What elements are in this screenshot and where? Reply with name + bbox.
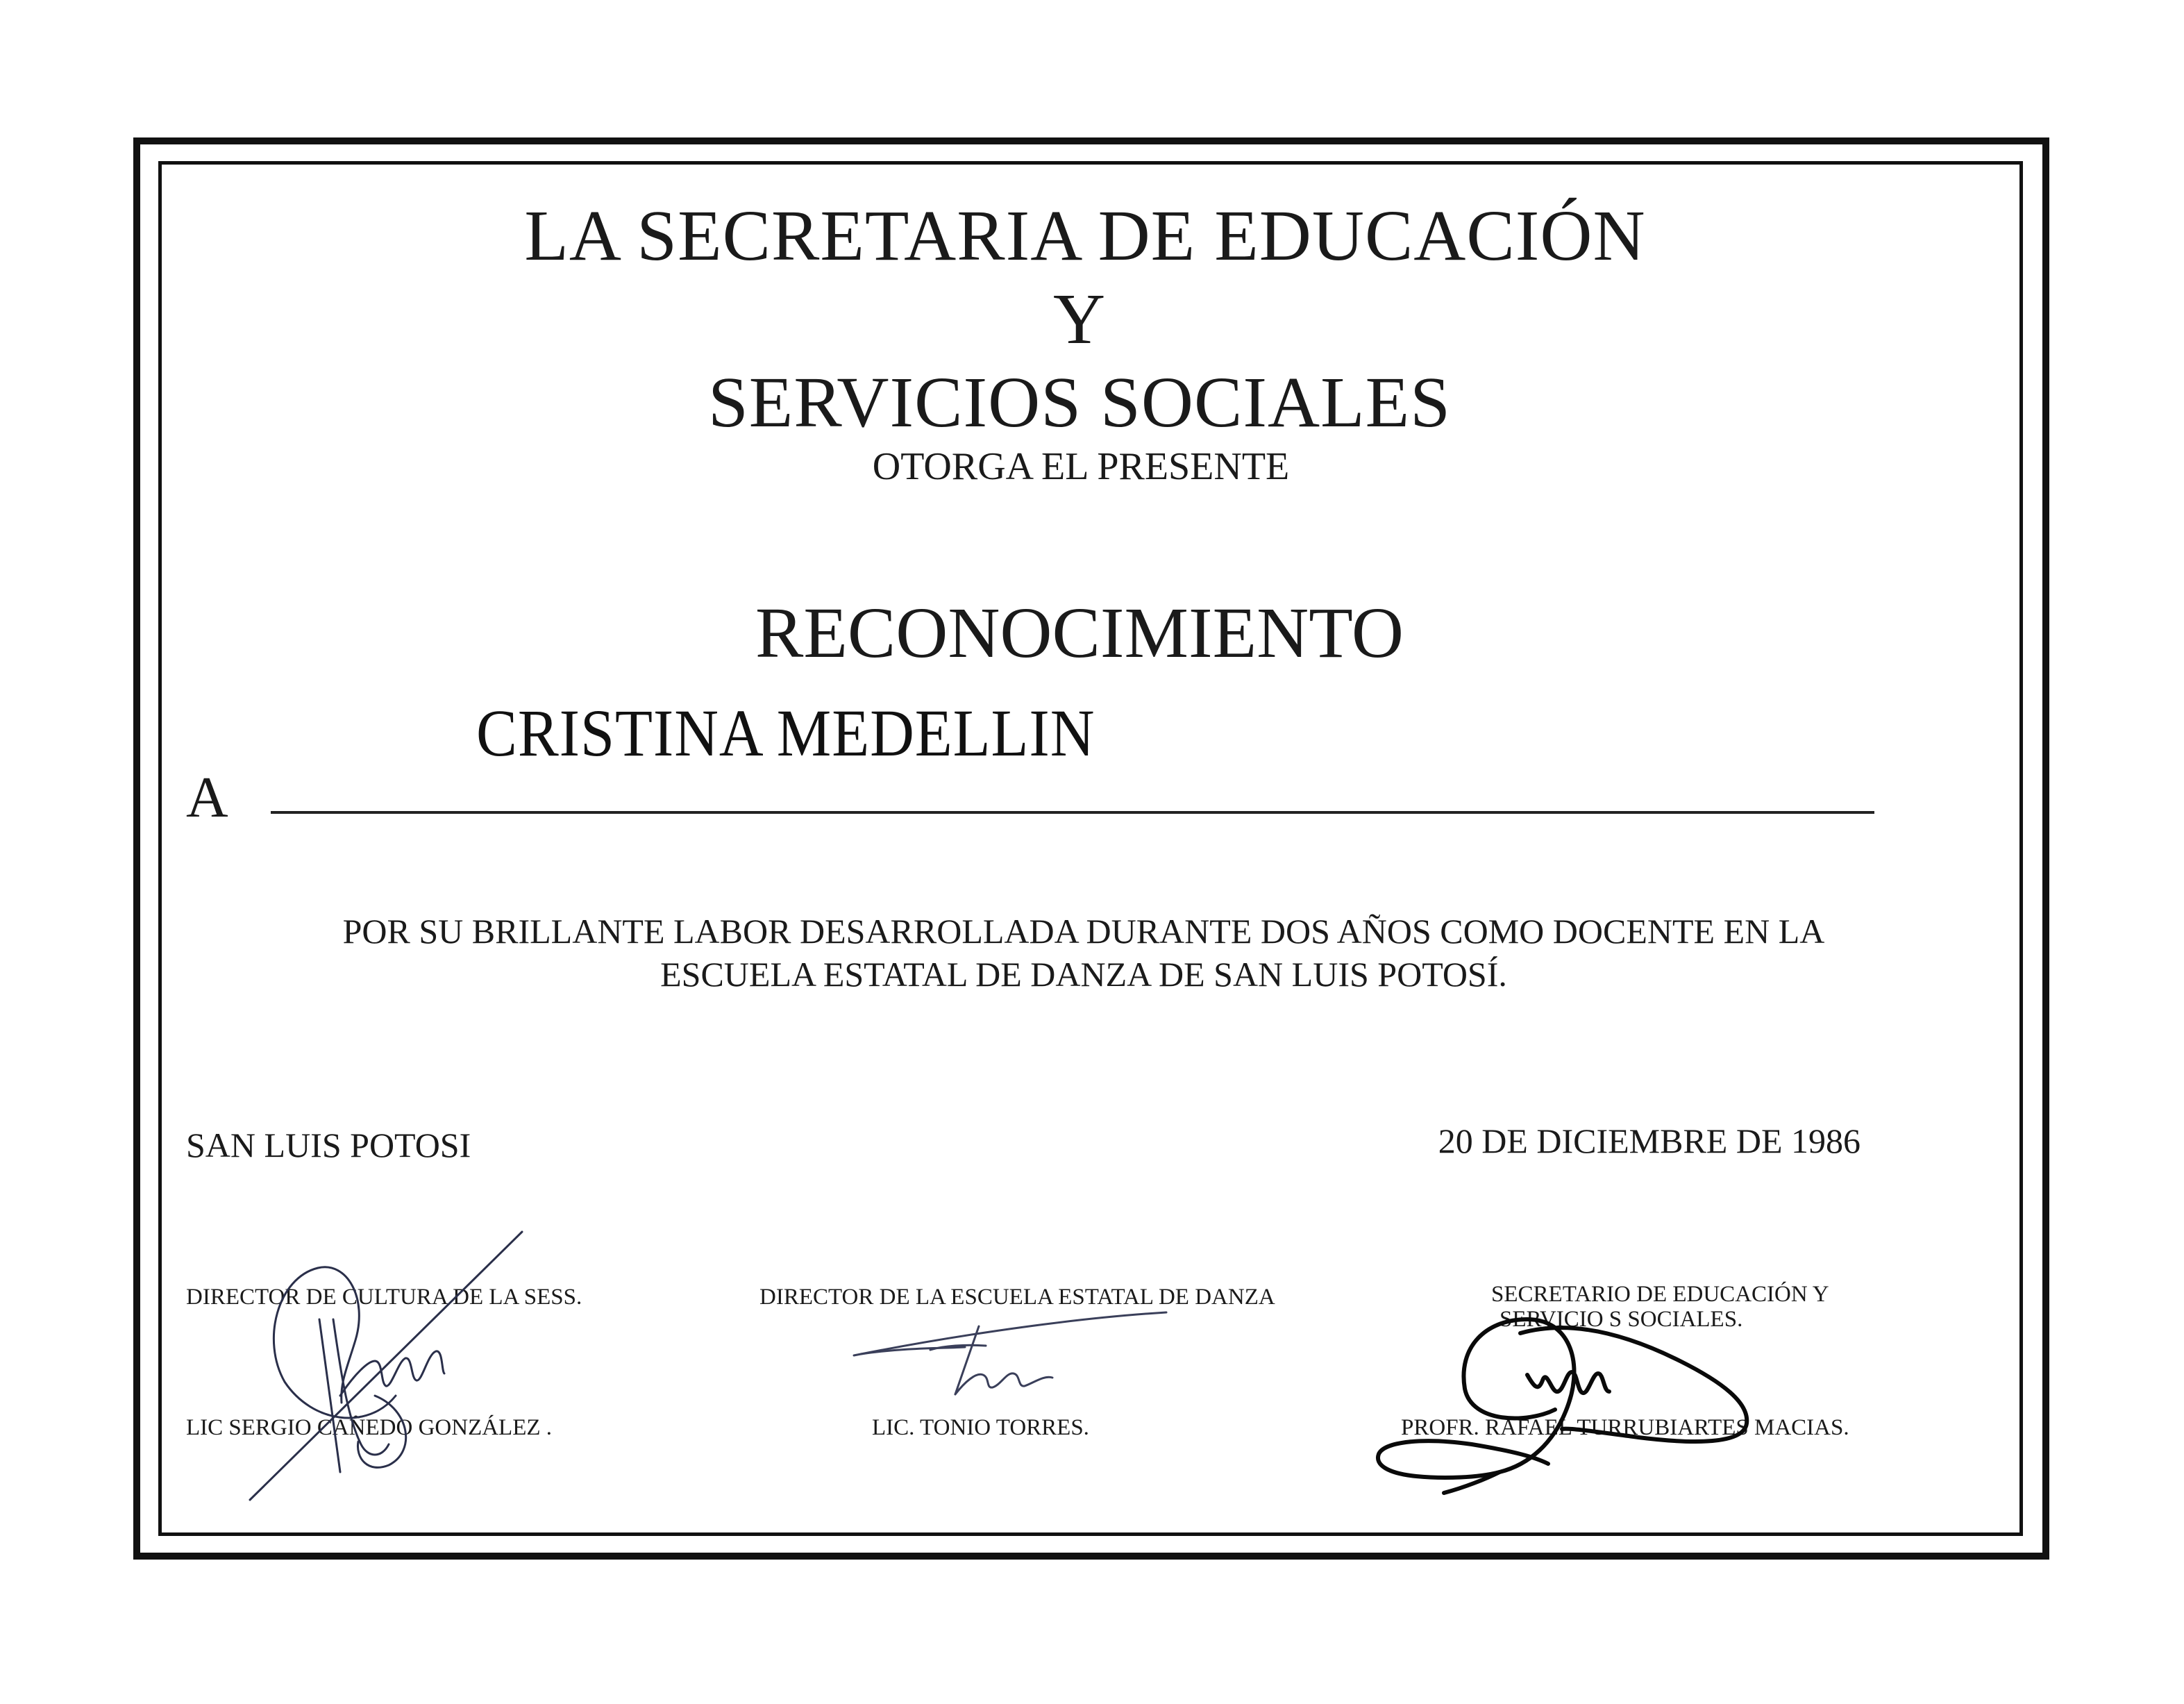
signatory-1-name: LIC SERGIO CAÑEDO GONZÁLEZ .	[186, 1415, 553, 1440]
recipient-name: CRISTINA MEDELLIN	[476, 696, 1095, 770]
certificate-title: RECONOCIMIENTO	[755, 593, 1404, 673]
issue-place: SAN LUIS POTOSI	[186, 1126, 471, 1164]
recipient-prefix: A	[186, 765, 228, 830]
certificate-subtitle: OTORGA EL PRESENTE	[872, 445, 1290, 488]
issue-date: 20 DE DICIEMBRE DE 1986	[1438, 1121, 1860, 1160]
issuer-line-1: LA SECRETARIA DE EDUCACIÓN	[524, 196, 1646, 276]
signature-2-image	[847, 1305, 1194, 1410]
signature-1-image	[236, 1222, 569, 1514]
signatory-3-title-line-1: SECRETARIO DE EDUCACIÓN Y	[1491, 1282, 1829, 1307]
signatory-3-title-line-2: SERVICIO S SOCIALES.	[1500, 1307, 1743, 1332]
reason-line-1: POR SU BRILLANTE LABOR DESARROLLADA DURANTE DOS AÑOS COMO DOCENTE EN LA	[342, 912, 1825, 951]
signature-3-image	[1361, 1305, 1791, 1514]
issuer-line-3: SERVICIOS SOCIALES	[707, 362, 1452, 442]
signatory-3-name: PROFR. RAFAEL TURRUBIARTES MACIAS.	[1401, 1415, 1849, 1440]
signatory-1-title: DIRECTOR DE CULTURA DE LA SESS.	[186, 1285, 582, 1310]
signatory-2-name: LIC. TONIO TORRES.	[872, 1415, 1089, 1440]
recipient-underline	[271, 811, 1874, 814]
reason-line-2: ESCUELA ESTATAL DE DANZA DE SAN LUIS POTOSÍ.	[660, 955, 1507, 994]
issuer-line-2: Y	[1052, 279, 1107, 359]
signatory-2-title: DIRECTOR DE LA ESCUELA ESTATAL DE DANZA	[759, 1285, 1275, 1310]
